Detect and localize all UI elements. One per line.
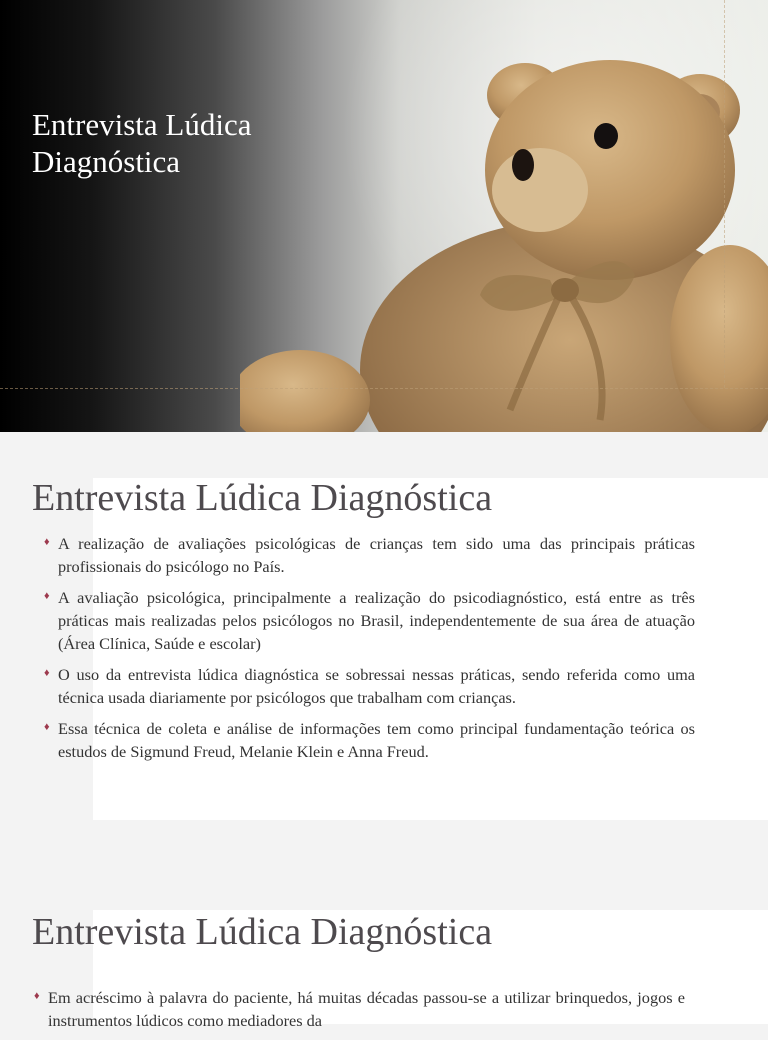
content-slide-1 — [0, 432, 768, 866]
list-item: ♦ Em acréscimo à palavra do paciente, há muitas décadas passou-se a utilizar brinquedos, jogos e instrumentos lúdicos como mediadores da — [34, 988, 685, 1030]
diamond-bullet-icon: ♦ — [44, 721, 50, 733]
list-item: ♦ Essa técnica de coleta e análise de informações tem como principal fundamentação teórica os estudos de Sigmund Freud, Melanie Klein e Anna Freud. — [44, 719, 695, 761]
bullet-list — [34, 986, 685, 1040]
list-item: ♦ A avaliação psicológica, principalmente a realização do psicodiagnóstico, está entre as três práticas mais realizadas pelos psicólogos no Brasil, independentemente de sua área de atuação (Área Clínica, Saúde e escolar) — [44, 588, 695, 653]
diamond-bullet-icon: ♦ — [44, 536, 50, 548]
list-item: ♦ A realização de avaliações psicológicas de crianças tem sido uma das principais práticas profissionais do psicólogo no País. — [44, 534, 695, 576]
bullet-list — [44, 532, 695, 771]
guide-line-horizontal — [0, 388, 768, 389]
slide-heading: Entrevista Lúdica Diagnóstica — [32, 911, 493, 953]
guide-line-vertical — [724, 0, 725, 388]
list-item: ♦ O uso da entrevista lúdica diagnóstica se sobressai nessas práticas, sendo referida como uma técnica usada diariamente por psicólogos que trabalham com crianças. — [44, 665, 695, 707]
diamond-bullet-icon: ♦ — [44, 590, 50, 602]
slide-title: Entrevista Lúdica Diagnóstica — [32, 107, 252, 179]
slide-heading: Entrevista Lúdica Diagnóstica — [32, 477, 493, 519]
content-slide-2 — [0, 866, 768, 1030]
diamond-bullet-icon: ♦ — [34, 990, 40, 1002]
diamond-bullet-icon: ♦ — [44, 667, 50, 679]
title-slide — [0, 0, 768, 432]
teddy-bear-photo — [240, 40, 768, 432]
